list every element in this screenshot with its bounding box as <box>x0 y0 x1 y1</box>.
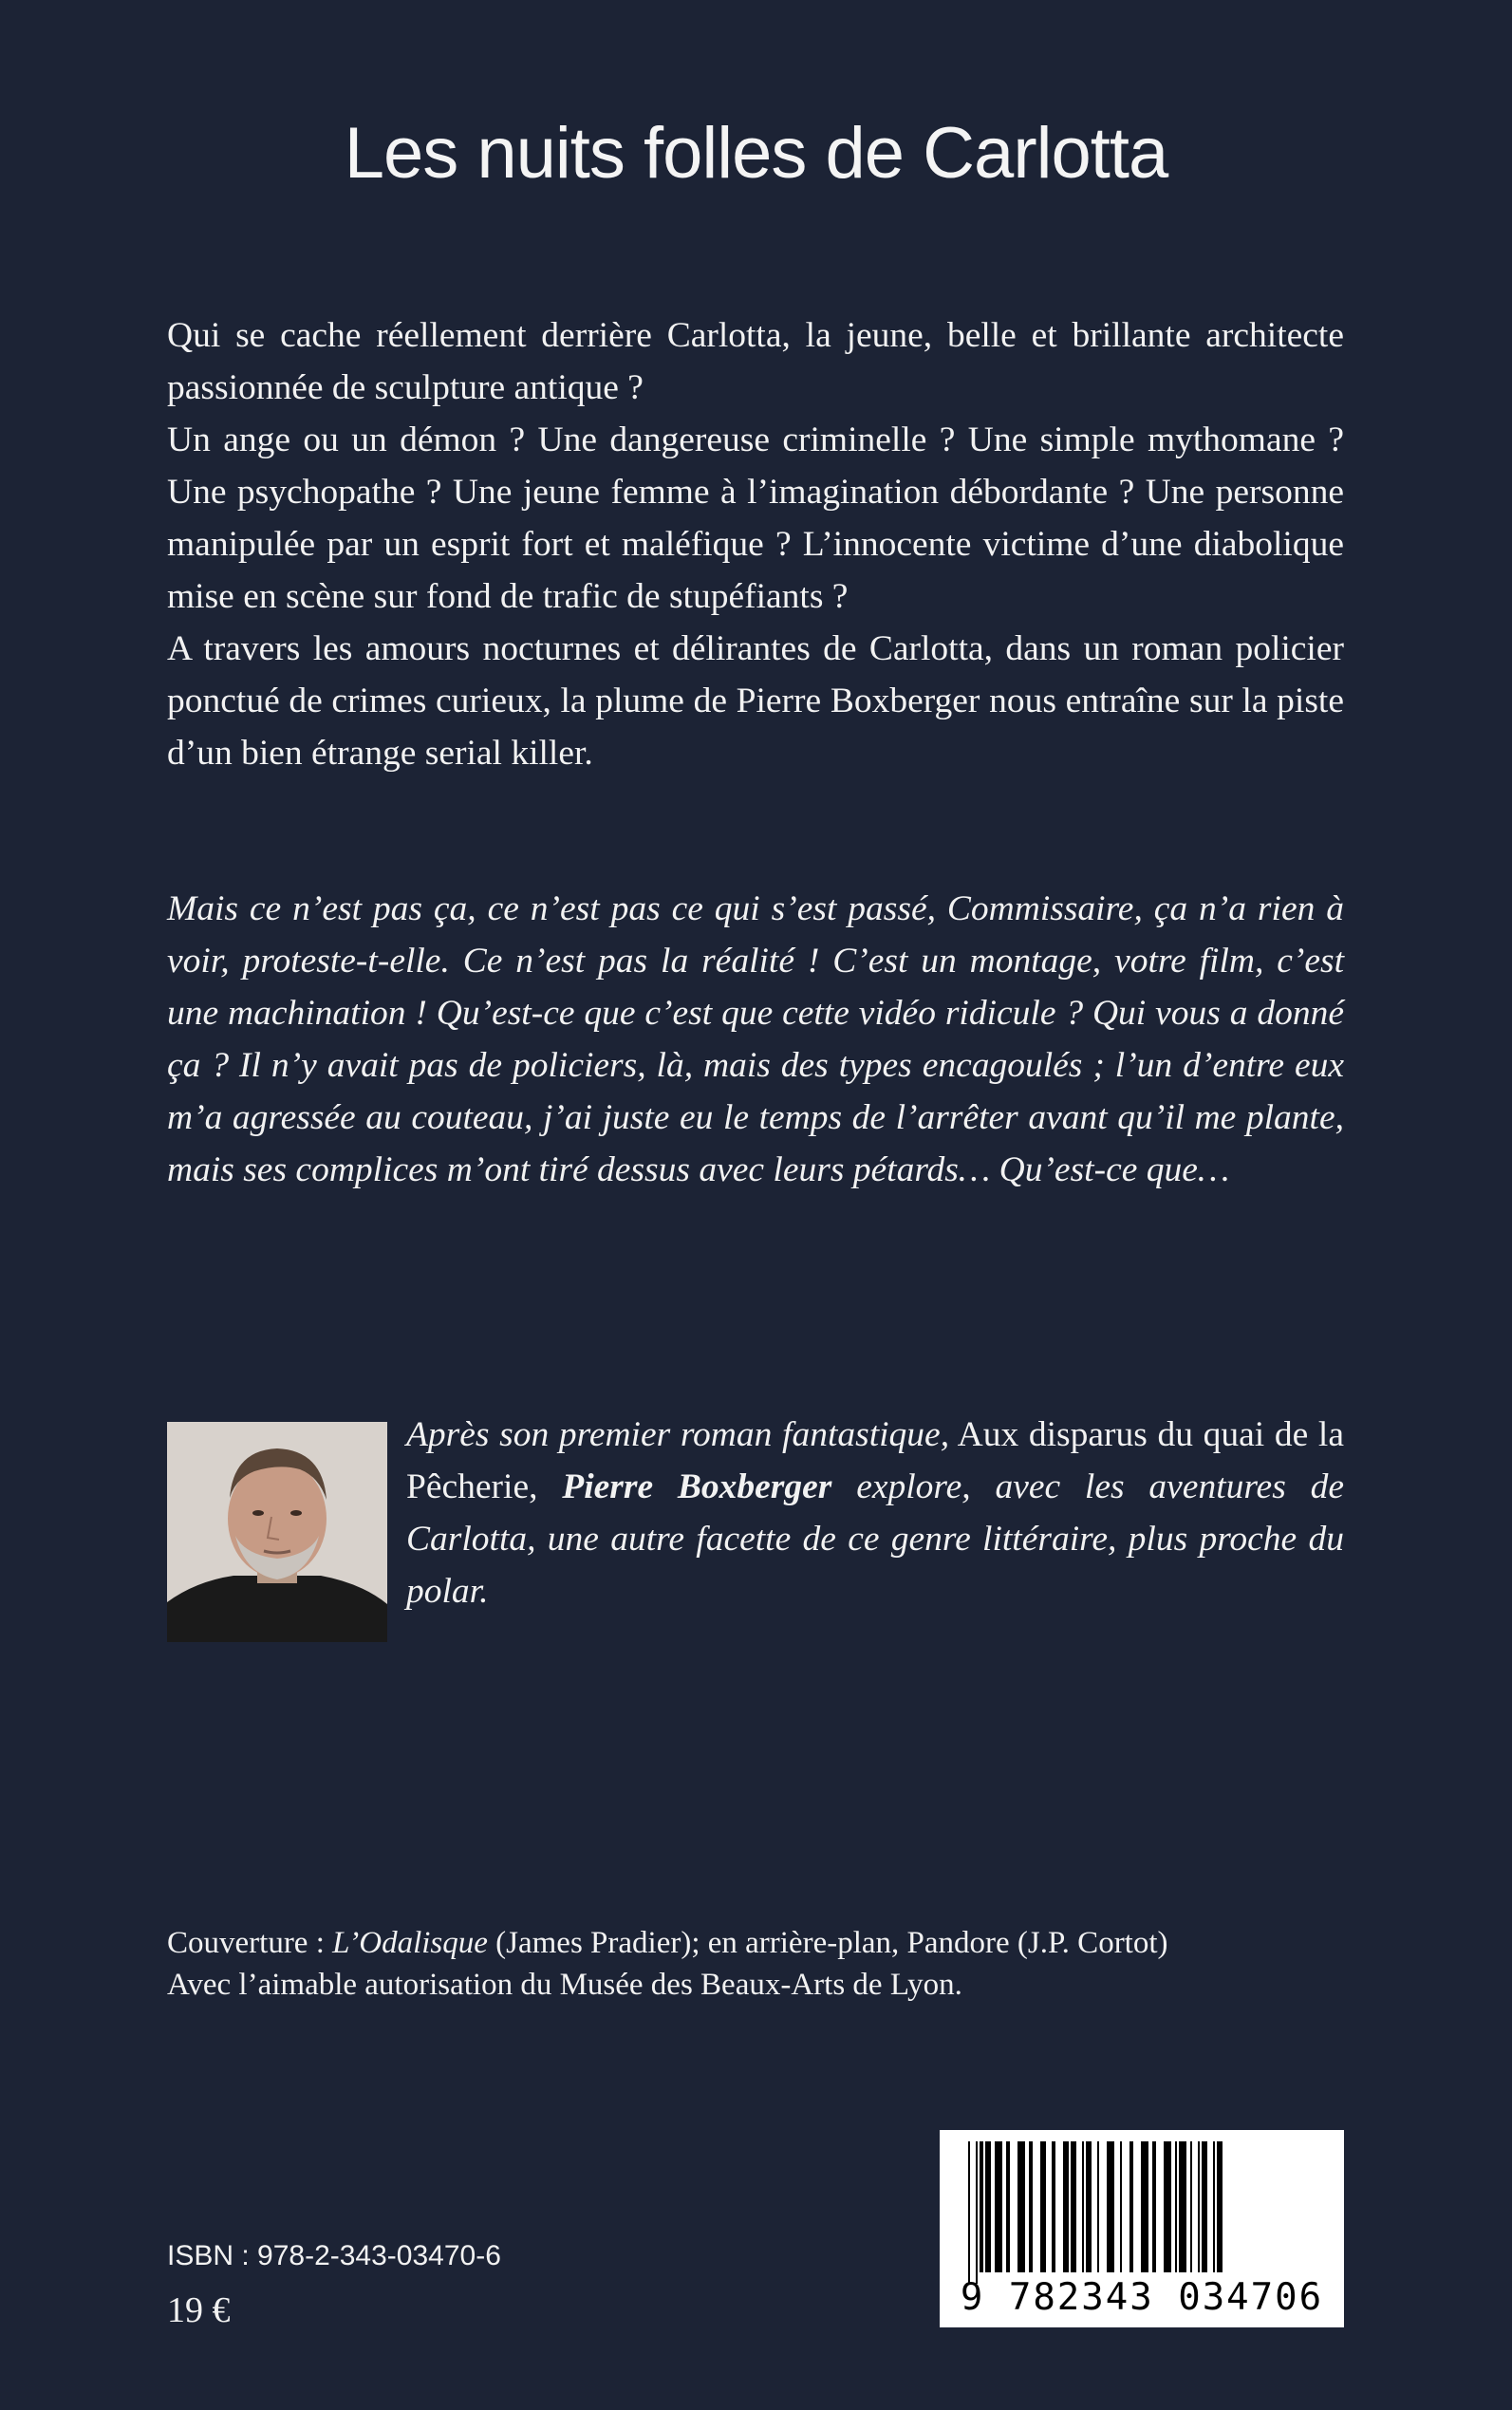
barcode-bar <box>1217 2141 1223 2272</box>
synopsis-paragraph: Qui se cache réellement derrière Carlotta, la jeune, belle et brillante architecte passionnée de sculpture antique ? <box>167 316 1344 407</box>
barcode-bar <box>980 2141 983 2272</box>
author-bio-rest: explore, avec les aventures de Carlotta, une autre facette de ce genre littéraire, plus proche du polar. <box>406 1467 1345 1611</box>
barcode-bar <box>1086 2141 1092 2272</box>
cover-credits <box>167 1922 1306 2006</box>
barcode-bar <box>1120 2141 1122 2272</box>
barcode-bar <box>976 2141 978 2284</box>
barcode-bar <box>1190 2141 1192 2272</box>
author-name: Pierre Boxberger <box>562 1467 832 1506</box>
credits-line1-rest: (James Pradier); en arrière-plan, Pandore (J.P. Cortot) <box>487 1926 1168 1960</box>
synopsis <box>167 309 1344 779</box>
barcode-bar <box>1071 2141 1076 2272</box>
barcode-bar <box>1082 2141 1084 2272</box>
barcode-bar <box>968 2141 970 2284</box>
barcode-bar <box>1152 2141 1156 2272</box>
synopsis-paragraph: Un ange ou un démon ? Une dangereuse criminelle ? Une simple mythomane ? Une psychopathe ? Une jeune femme à l’imagination débordante ? Une personne manipulée par un esprit fort et maléfique ? L’innocente victime d’une diabolique mise en scène sur fond de trafic de stupéfiants ? <box>167 420 1344 616</box>
barcode-bar <box>1052 2141 1055 2272</box>
barcode-bar <box>1175 2141 1177 2272</box>
isbn: ISBN : 978-2-343-03470-6 <box>167 2240 501 2271</box>
barcode-bar <box>995 2141 1002 2272</box>
barcode-bar <box>1063 2141 1069 2272</box>
barcode-number: 9 782343 034706 <box>960 2276 1324 2319</box>
barcode-bar <box>985 2141 991 2272</box>
barcode-bar <box>1017 2141 1025 2272</box>
barcode-bar <box>1129 2141 1133 2272</box>
credits-line-2: Avec l’aimable autorisation du Musée des Beaux-Arts de Lyon. <box>167 1968 962 2002</box>
author-previous-book: Aux disparus du quai de la Pêcherie, <box>406 1415 1344 1506</box>
barcode-bar <box>1198 2141 1200 2272</box>
price: 19 € <box>167 2290 231 2330</box>
author-photo <box>167 1422 387 1642</box>
book-title: Les nuits folles de Carlotta <box>344 113 1168 194</box>
barcode-bar <box>1006 2141 1010 2272</box>
barcode-bar <box>1029 2141 1033 2272</box>
book-excerpt: Mais ce n’est pas ça, ce n’est pas ce qui s’est passé, Commissaire, ça n’a rien à voir, proteste-t-elle. Ce n’est pas la réalité ! C’est un montage, votre film, c’est une machination ! Qu’est-ce que c’est que cette vidéo ridicule ? Qui vous a donné ça ? Il n’y avait pas de policiers, là, mais des types encagoulés ; l’un d’entre eux m’a agressée au couteau, j’ai juste eu le temps de l’arrêter avant qu’il me plante, mais ses complices m’ont tiré dessus avec leurs pétards… Qu’est-ce que… <box>167 889 1344 1189</box>
synopsis-paragraph: A travers les amours nocturnes et délirantes de Carlotta, dans un roman policier ponctué de crimes curieux, la plume de Pierre Boxberger nous entraîne sur la piste d’un bien étrange serial killer. <box>167 629 1344 773</box>
credits-work: L’Odalisque <box>332 1926 488 1960</box>
barcode-bar <box>1040 2141 1046 2272</box>
barcode-bar <box>1141 2141 1148 2272</box>
barcode-bar <box>1164 2141 1171 2272</box>
barcode-bar <box>1202 2141 1207 2272</box>
barcode-bar <box>1097 2141 1099 2272</box>
barcode-bar <box>1107 2141 1114 2272</box>
author-bio-intro: Après son premier roman fantastique, <box>406 1415 950 1454</box>
barcode <box>940 2130 1344 2327</box>
credits-prefix: Couverture : <box>167 1926 333 1960</box>
barcode-bar <box>1213 2141 1215 2272</box>
credits-line-1 <box>167 1922 1306 1964</box>
author-bio <box>406 1409 1344 1617</box>
barcode-bar <box>1179 2141 1186 2272</box>
